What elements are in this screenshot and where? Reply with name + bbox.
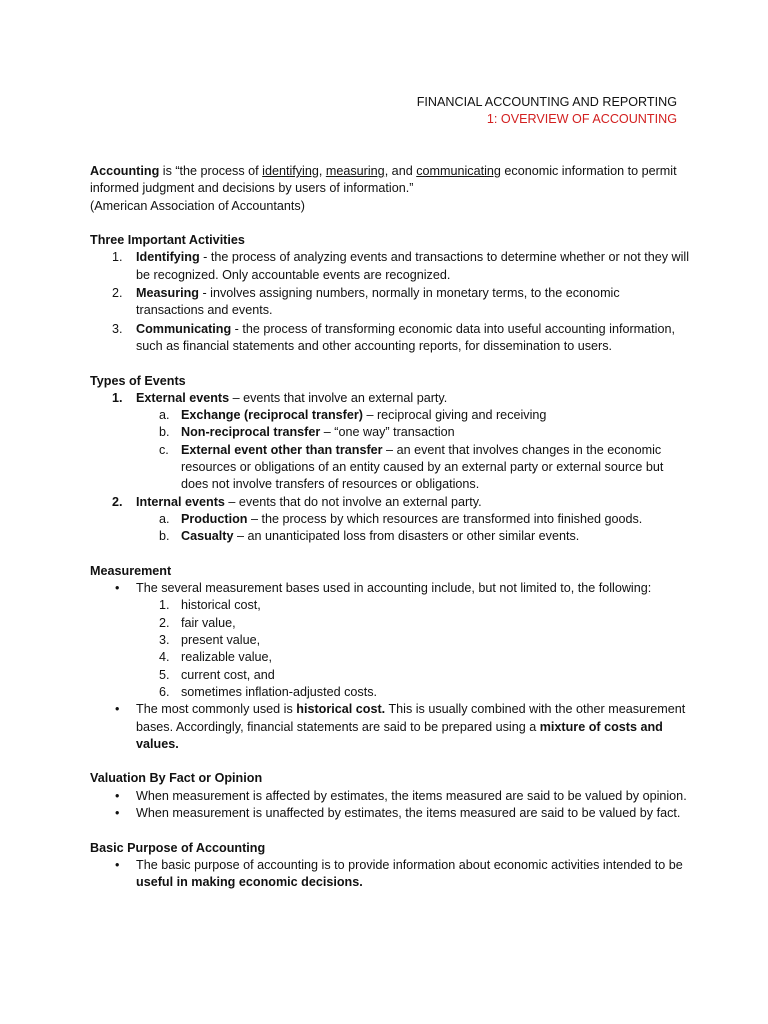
section-heading-activities: Three Important Activities xyxy=(90,233,245,248)
list-item: a. Exchange (reciprocal transfer) – reciprocal giving and receiving xyxy=(159,408,547,423)
section-heading-measurement: Measurement xyxy=(90,563,172,578)
list-item: 3. present value, xyxy=(159,633,261,648)
list-item: 2. fair value, xyxy=(159,615,236,630)
section-heading-purpose: Basic Purpose of Accounting xyxy=(90,840,266,855)
list-item: • The basic purpose of accounting is to provide information about economic activities intended to be useful in making economic decisions. xyxy=(115,857,683,890)
list-item: 2. Internal events – events that do not involve an external party. xyxy=(112,494,482,509)
list-item: 1. historical cost, xyxy=(159,598,261,613)
list-item: 1. Identifying - the process of analyzing events and transactions to determine whether or not they will be recognized. Only accountable events are recognized. xyxy=(112,250,689,282)
list-item: 5. current cost, and xyxy=(159,667,275,682)
bullet-icon: • xyxy=(115,857,120,872)
activities-list xyxy=(90,249,690,355)
list-item: b. Non-reciprocal transfer – “one way” transaction xyxy=(159,425,455,440)
definition-paragraph: Accounting is “the process of identifying, measuring, and communicating economic information to permit informed judgment and decisions by users of information.” xyxy=(90,164,677,196)
list-item: 1. External events – events that involve an external party. xyxy=(112,390,448,405)
list-item: • When measurement is affected by estimates, the items measured are said to be valued by opinion. xyxy=(90,788,690,805)
measurement-list xyxy=(90,580,690,753)
list-item: b. Casualty – an unanticipated loss from disasters or other similar events. xyxy=(159,529,580,544)
list-item: 6. sometimes inflation-adjusted costs. xyxy=(159,684,377,699)
section-heading-events: Types of Events xyxy=(90,373,186,388)
list-item: • The most commonly used is historical cost. This is usually combined with the other measurement bases. Accordingly, financial statements are said to be prepared using a mixture of costs and values. xyxy=(115,702,686,751)
document-subtitle: 1: OVERVIEW OF ACCOUNTING xyxy=(486,112,677,126)
list-item: 2. Measuring - involves assigning numbers, normally in monetary terms, to the economic transactions and events. xyxy=(112,286,620,318)
list-item: a. Production – the process by which resources are transformed into finished goods. xyxy=(159,511,643,526)
keyword-identifying: identifying xyxy=(262,164,319,178)
purpose-list xyxy=(90,857,690,892)
bullet-icon: • xyxy=(115,581,120,596)
list-item: 4. realizable value, xyxy=(159,650,273,665)
list-item: 3. Communicating - the process of transforming economic data into useful accounting information, such as financial statements and other accounting reports, for dissemination to users. xyxy=(112,321,675,353)
keyword-measuring: measuring xyxy=(325,164,385,178)
section-heading-valuation: Valuation By Fact or Opinion xyxy=(90,771,263,786)
list-item: • The several measurement bases used in accounting include, but not limited to, the following: xyxy=(90,580,690,597)
bullet-icon: • xyxy=(115,805,120,820)
bullet-icon: • xyxy=(115,702,120,717)
valuation-list xyxy=(90,788,690,823)
definition-term: Accounting xyxy=(90,164,160,178)
list-item: • When measurement is unaffected by estimates, the items measured are said to be valued by fact. xyxy=(90,805,690,822)
definition-source: (American Association of Accountants) xyxy=(90,198,305,213)
document-title: FINANCIAL ACCOUNTING AND REPORTING xyxy=(416,95,677,109)
keyword-communicating: communicating xyxy=(416,164,501,178)
bullet-icon: • xyxy=(115,788,120,803)
document-body xyxy=(90,163,690,891)
list-item: c. External event other than transfer – an event that involves changes in the economic resources or obligations of an entity caused by an external party or external source but does not involve transfers of resources or obligations. xyxy=(159,442,664,492)
events-list xyxy=(90,390,690,546)
